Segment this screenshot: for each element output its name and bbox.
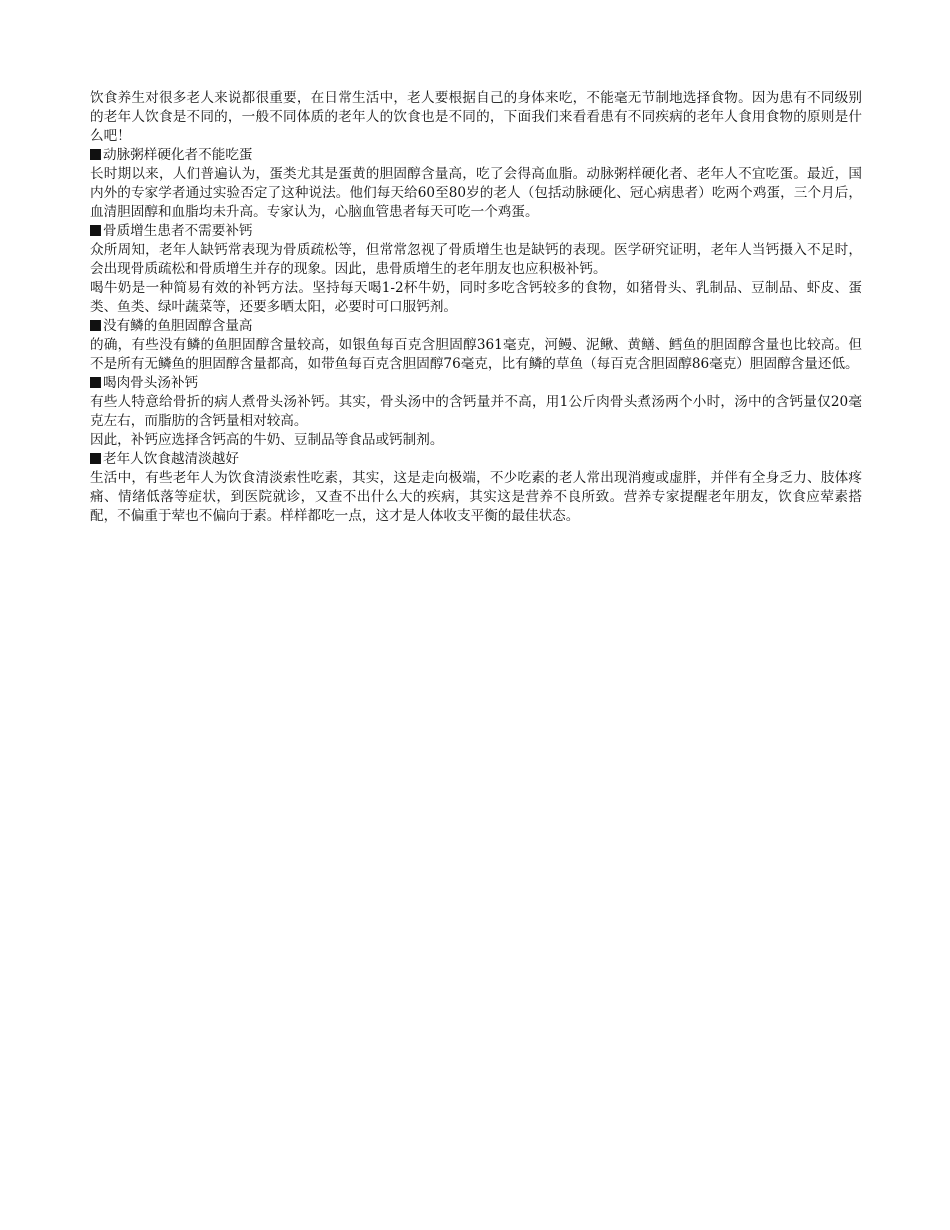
- section-heading-text: 骨质增生患者不需要补钙: [103, 223, 253, 239]
- square-bullet-icon: [90, 225, 101, 236]
- section-paragraph: 因此，补钙应选择含钙高的牛奶、豆制品等食品或钙制剂。: [90, 432, 444, 448]
- square-bullet-icon: [90, 320, 101, 331]
- square-bullet-icon: [90, 149, 101, 160]
- section-paragraph: 众所周知，老年人缺钙常表现为骨质疏松等，但常常忽视了骨质增生也是缺钙的表现。医学研究证明，老年人当钙摄入不足时，会出现骨质疏松和骨质增生并存的现象。因此，患骨质增生的老年朋友也应积极补钙。: [90, 242, 862, 277]
- section-heading-text: 老年人饮食越清淡越好: [103, 451, 239, 467]
- section-heading: [90, 450, 862, 469]
- section-paragraph: 喝牛奶是一种简易有效的补钙方法。坚持每天喝1-2杯牛奶，同时多吃含钙较多的食物，如猪骨头、乳制品、豆制品、虾皮、蛋类、鱼类、绿叶蔬菜等，还要多晒太阳，必要时可口服钙剂。: [90, 280, 862, 315]
- square-bullet-icon: [90, 453, 101, 464]
- square-bullet-icon: [90, 377, 101, 388]
- section-heading-text: 动脉粥样硬化者不能吃蛋: [103, 147, 253, 163]
- section-paragraph: 的确，有些没有鳞的鱼胆固醇含量较高，如银鱼每百克含胆固醇361毫克，河鳗、泥鳅、黄鳝、鳕鱼的胆固醇含量也比较高。但不是所有无鳞鱼的胆固醇含量都高，如带鱼每百克含胆固醇76毫克，比有鳞的草鱼（每百克含胆固醇86毫克）胆固醇含量还低。: [90, 337, 862, 372]
- section-heading-text: 没有鳞的鱼胆固醇含量高: [103, 318, 253, 334]
- section-heading: [90, 222, 862, 241]
- section-heading-text: 喝肉骨头汤补钙: [103, 375, 199, 391]
- section-heading: [90, 317, 862, 336]
- section-paragraph: 生活中，有些老年人为饮食清淡索性吃素，其实，这是走向极端，不少吃素的老人常出现消瘦或虚胖，并伴有全身乏力、肢体疼痛、情绪低落等症状，到医院就诊，又查不出什么大的疾病，其实这是营养不良所致。营养专家提醒老年朋友，饮食应荤素搭配，不偏重于荤也不偏向于素。样样都吃一点，这才是人体收支平衡的最佳状态。: [90, 470, 862, 524]
- section-heading: [90, 374, 862, 393]
- document-body: [90, 89, 862, 526]
- section-paragraph: 长时期以来，人们普遍认为，蛋类尤其是蛋黄的胆固醇含量高，吃了会得高血脂。动脉粥样硬化者、老年人不宜吃蛋。最近，国内外的专家学者通过实验否定了这种说法。他们每天给60至80岁的老人（包括动脉硬化、冠心病患者）吃两个鸡蛋，三个月后，血清胆固醇和血脂均未升高。专家认为，心脑血管患者每天可吃一个鸡蛋。: [90, 166, 862, 220]
- section-paragraph: 有些人特意给骨折的病人煮骨头汤补钙。其实，骨头汤中的含钙量并不高，用1公斤肉骨头煮汤两个小时，汤中的含钙量仅20毫克左右，而脂肪的含钙量相对较高。: [90, 394, 862, 429]
- section-heading: [90, 146, 862, 165]
- intro-paragraph: 饮食养生对很多老人来说都很重要，在日常生活中，老人要根据自己的身体来吃，不能毫无节制地选择食物。因为患有不同级别的老年人饮食是不同的，一般不同体质的老年人的饮食也是不同的，下面我们来看看患有不同疾病的老年人食用食物的原则是什么吧！: [90, 90, 862, 144]
